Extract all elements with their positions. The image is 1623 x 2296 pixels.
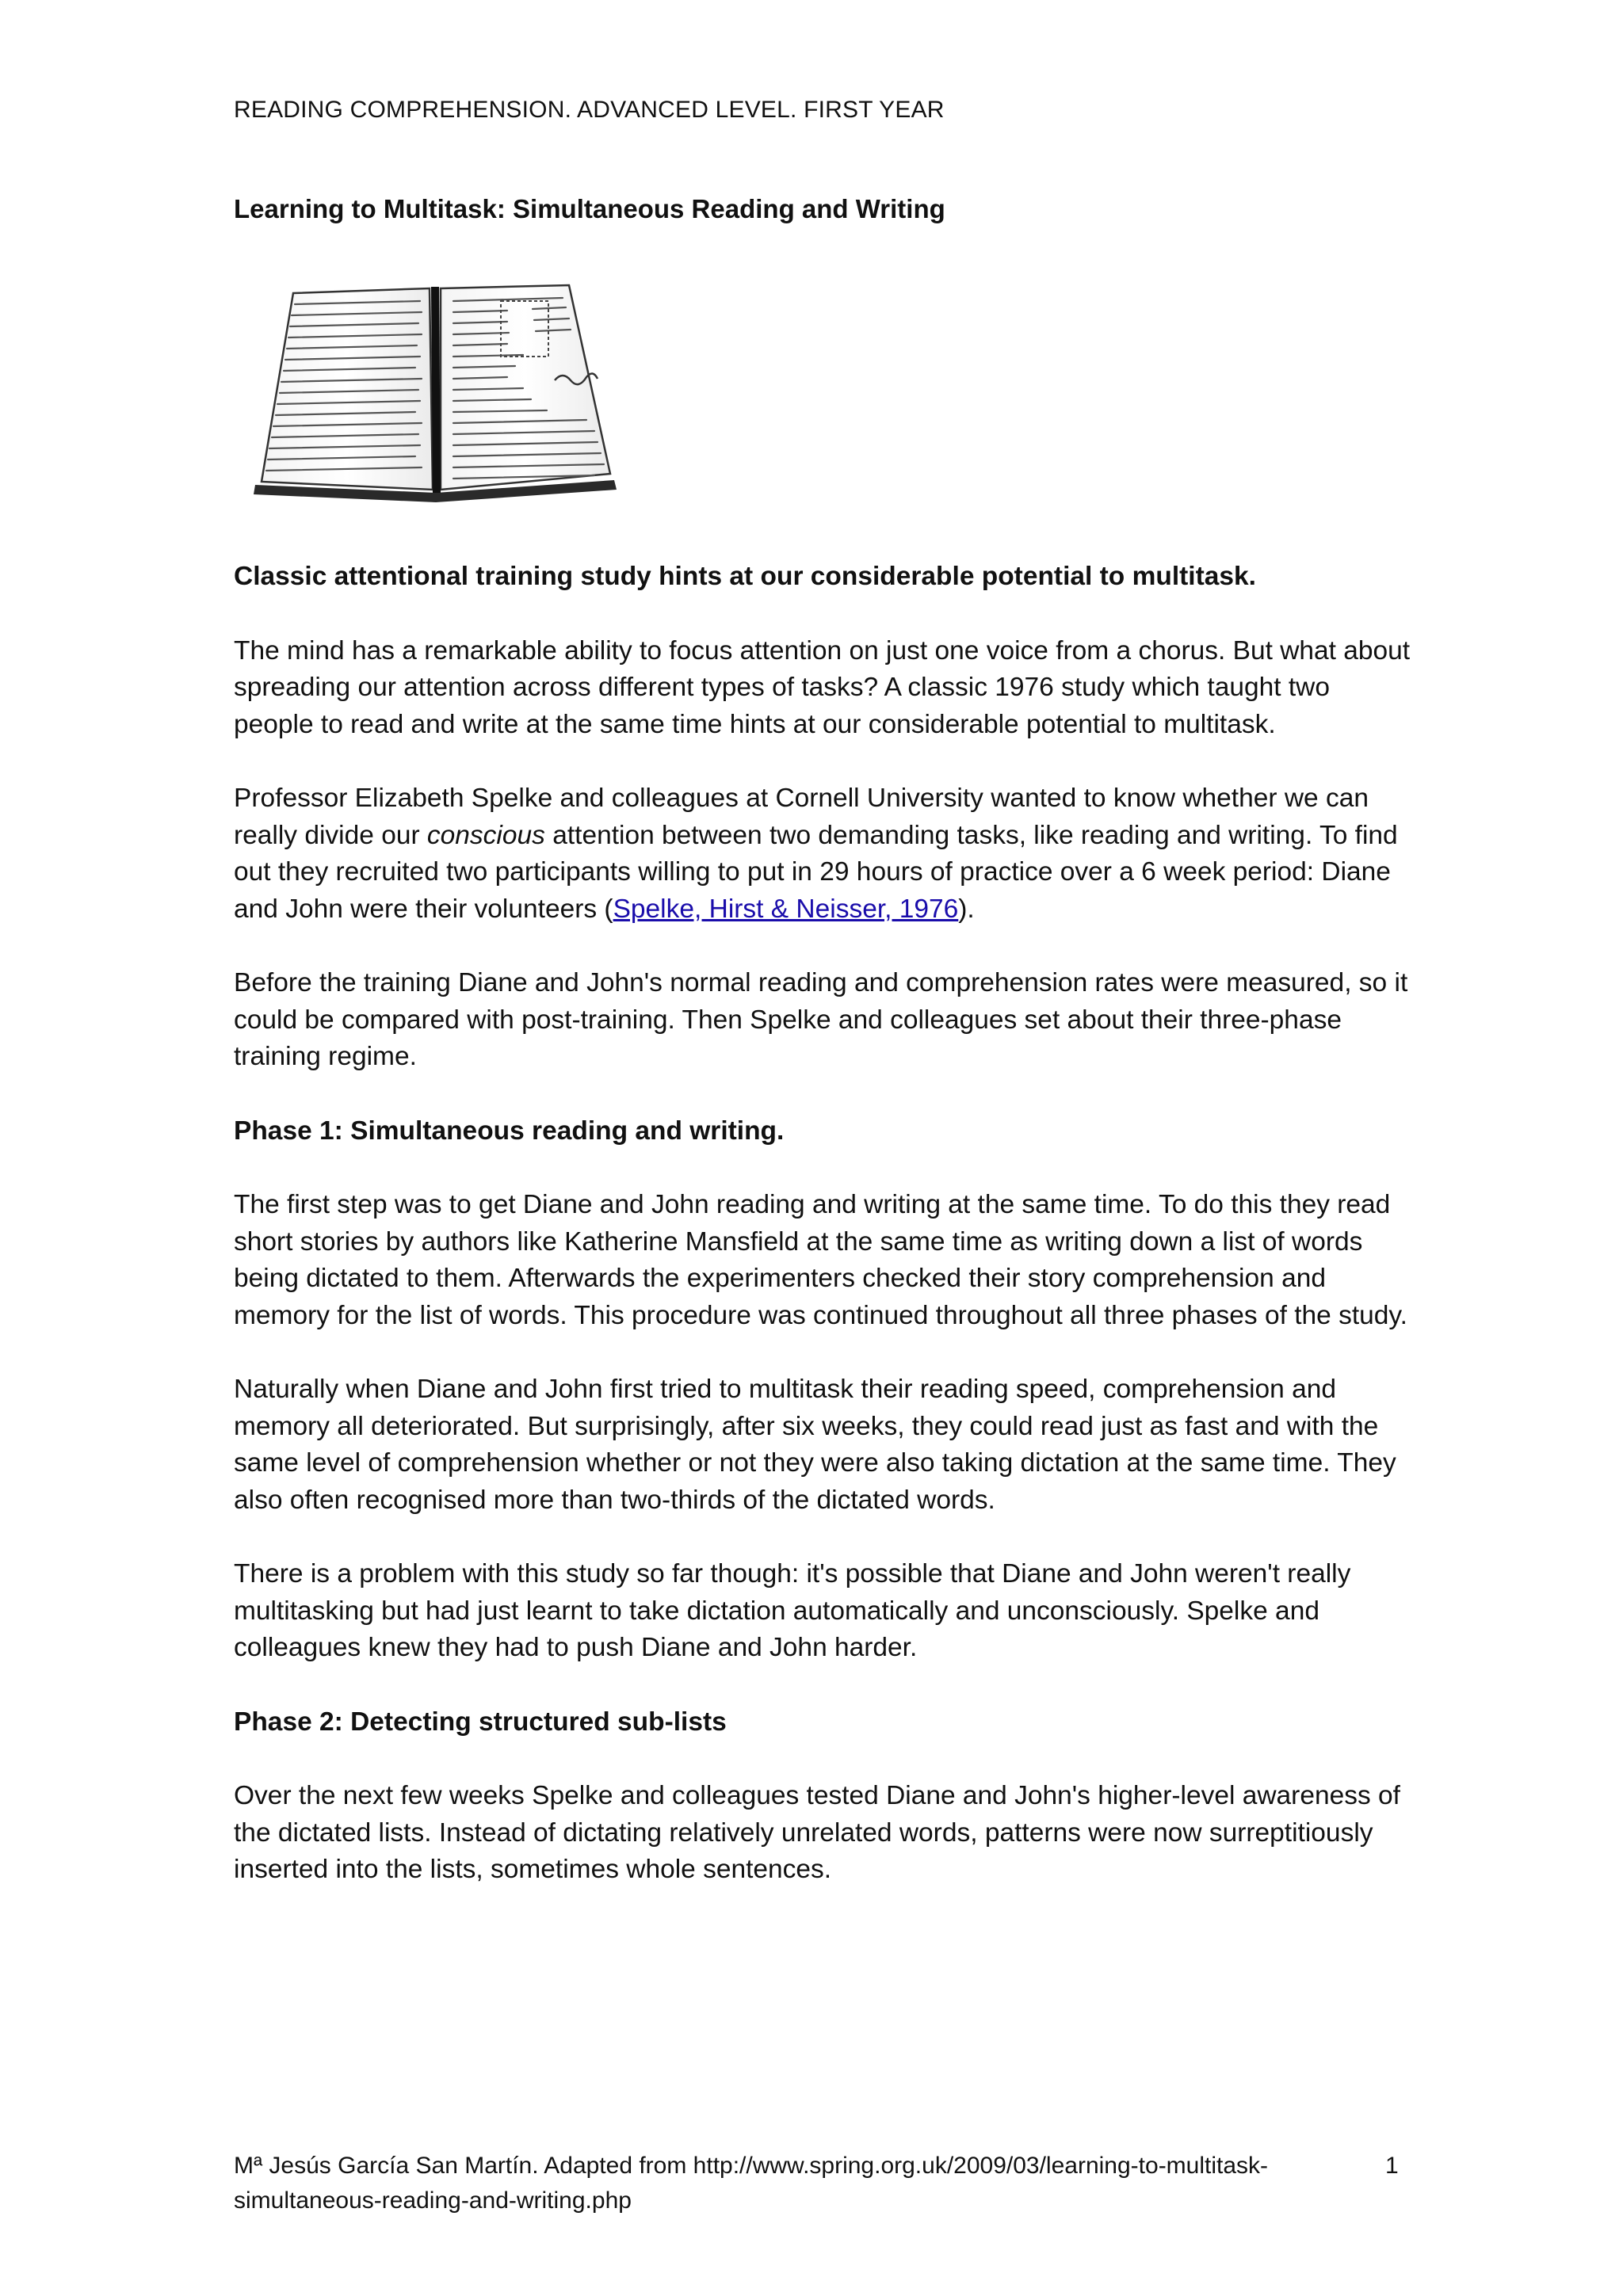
paragraph-6: There is a problem with this study so far though: it's possible that Diane and John weren't really multitasking but had just learnt to take dictation automatically and unconsciously. Spelke and colleagues knew they had to push Diane and John harder. [234,1559,1351,1662]
page-footer: Mª Jesús García San Martín. Adapted from http://www.spring.org.uk/2009/03/learning-to-multitask-simultaneous-reading-and-writing.php [234,2153,1269,2214]
phase-2-heading: Phase 2: Detecting structured sub-lists [234,1707,727,1737]
open-notebook-image [246,277,626,515]
paragraph-4: The first step was to get Diane and John reading and writing at the same time. To do this they read short stories by authors like Katherine Mansfield at the same time as writing down a list of words being dictated to them. Afterwards the experimenters checked their story comprehension and memory for the list of words. This procedure was continued throughout all three phases of the study. [234,1190,1407,1330]
paragraph-2 [234,780,1411,928]
page-number: 1 [1385,2153,1399,2179]
paragraph-2-text-c: ). [958,894,975,924]
citation-link[interactable]: Spelke, Hirst & Neisser, 1976 [613,894,959,924]
paragraph-3: Before the training Diane and John's normal reading and comprehension rates were measured, so it could be compared with post-training. Then Spelke and colleagues set about their three-phase training regime. [234,968,1408,1071]
emphasis-conscious: conscious [426,820,545,850]
paragraph-7: Over the next few weeks Spelke and colleagues tested Diane and John's higher-level awareness of the dictated lists. Instead of dictating relatively unrelated words, patterns were now surreptitiously inserted into the lists, sometimes whole sentences. [234,1781,1400,1884]
page-header: READING COMPREHENSION. ADVANCED LEVEL. FIRST YEAR [234,97,945,123]
paragraph-2-text-b: attention between two demanding tasks, like reading and writing. To find out they recruited two participants willing to put in 29 hours of practice over a 6 week period: Diane and John were their volunteers ( [234,820,1398,924]
phase-1-heading: Phase 1: Simultaneous reading and writing. [234,1116,785,1146]
paragraph-5: Naturally when Diane and John first tried to multitask their reading speed, comprehension and memory all deteriorated. But surprisingly, after six weeks, they could read just as fast and with the same level of comprehension whether or not they were also taking dictation at the same time. They also often recognised more than two-thirds of the dictated words. [234,1375,1396,1515]
article-title: Learning to Multitask: Simultaneous Reading and Writing [234,194,945,223]
paragraph-2-text-a: Professor Elizabeth Spelke and colleagues at Cornell University wanted to know whether we can really divide our [234,784,1369,850]
paragraph-1: The mind has a remarkable ability to focus attention on just one voice from a chorus. But what about spreading our attention across different types of tasks? A classic 1976 study which taught two people to read and write at the same time hints at our considerable potential to multitask. [234,635,1411,739]
article-subtitle: Classic attentional training study hints at our considerable potential to multitask. [234,562,1256,591]
article-body [234,559,1411,1926]
